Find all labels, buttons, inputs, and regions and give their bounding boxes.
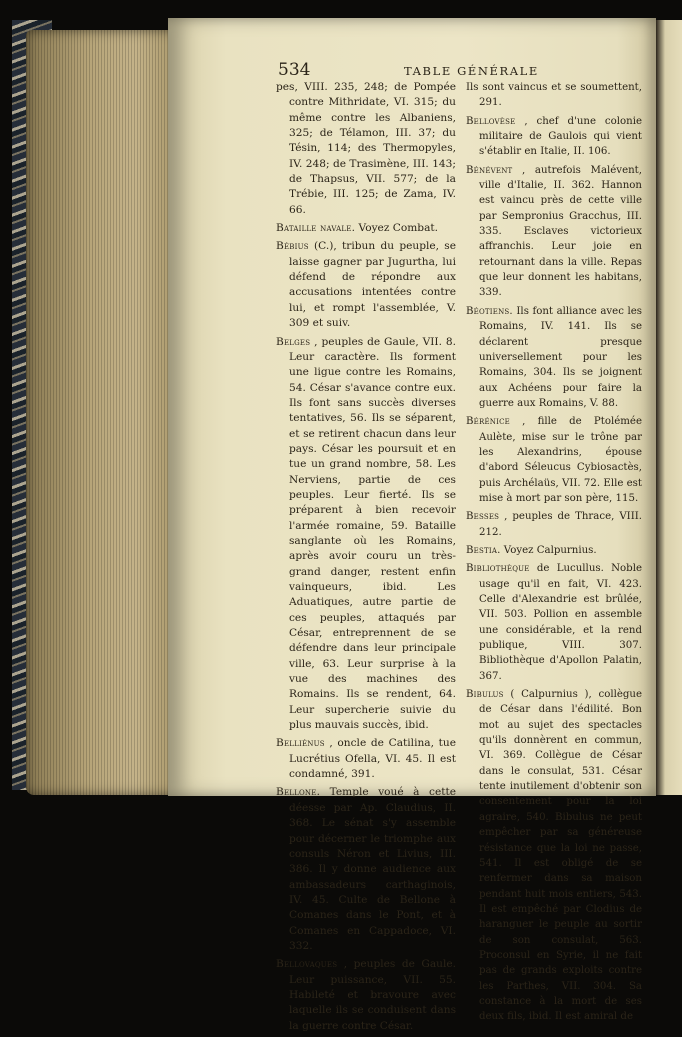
entry-text: Voyez Calpurnius. [503,544,597,556]
index-entry [276,221,456,236]
index-entry [466,163,642,301]
entry-text: , peuples de Thrace, VIII. 212. [479,511,642,538]
entry-headword: Belges [276,335,311,348]
entry-text: (C.), tribun du peuple, se laisse gagner par Jugurtha, lui défend de répondre aux accusations intentées contre lui, et rompt l'assemblée, V. 309 et suiv. [289,240,457,330]
page-number: 534 [278,60,311,80]
index-entry [276,239,456,331]
entry-text: pes, VIII. 235, 248; de Pompée contre Mithridate, VI. 315; du même contre les Albaniens, 325; de Télamon, III. 37; du Tésin, 114; des Thermopyles, IV. 248; de Trasimène, III. 143; de Thapsus, VII. 577; de la Trébie, III. 125; de Zama, IV. 66. [276,81,456,216]
index-entry [466,543,642,558]
entry-text: , fille de Ptolémée Aulète, mise sur le trône par les Alexandrins, épouse d'abord Séleucus Cybiosactès, puis Archélaüs, VII. 72. Elle est mise à mort par son père, 115. [479,416,642,504]
entry-text: , peuples de Gaule. Leur puissance, VII. 55. Habileté et bravoure avec laquelle ils se conduisent dans la guerre contre César. [289,958,456,1032]
entry-text: , oncle de Catilina, tue Lucrétius Ofella, VI. 45. Il est condamné, 391. [289,737,456,781]
index-entry [466,80,642,111]
index-entry [276,785,456,954]
entry-text: de Lucullus. Noble usage qu'il en fait, VI. 423. Celle d'Alexandrie est brûlée, VII. 503. Pollion en assemble une considérable, et la rend publique, VIII. 307. Bibliothèque d'Apollon Palatin, 367. [479,563,642,682]
entry-headword: Bestia. [466,544,501,556]
entry-headword: Bataille navale. [276,222,356,235]
entry-headword: Besses [466,511,500,523]
index-entry [276,335,456,734]
entry-headword: Bibliothèque [466,563,530,575]
right-column [466,80,642,1028]
entry-headword: Bellovaques [276,958,338,971]
entry-headword: Bérénice [466,416,510,428]
entry-headword: Béotiens. [466,305,513,317]
entry-text: , peuples de Gaule, VII. 8. Leur caractère. Ils forment une ligue contre les Romains, 54. César s'avance contre eux. Ils font sans succès diverses tentatives, 56. Ils se séparent, et se retirent chacun dans leur pays. César les poursuit et en tue un grand nombre, 58. Les Nerviens, partie de ces peuples. Leur fierté. Ils se préparent à bien recevoir l'armée romaine, 59. Bataille sanglante où les Romains, après avoir couru un très-grand danger, restent enfin vainqueurs, ibid. Les Aduatiques, autre partie de ces peuples, attaqués par César, entreprennent de se défendre dans leur principale ville, 63. Leur surprise à la vue des machines des Romains. Ils se rendent, 64. Leur supercherie suivie du plus mauvais succès, ibid. [289,335,456,732]
entry-headword: Bellovèse [466,115,516,127]
entry-text: Ils font alliance avec les Romains, IV. 141. Ils se déclarent presque universellement pour les Romains, 304. Ils se joignent aux Achéens pour faire la guerre aux Romains, V. 88. [479,305,642,409]
index-entry [466,509,642,540]
index-entry [466,114,642,160]
entry-headword: Bénévent [466,164,513,176]
entry-text: Voyez Combat. [358,222,439,235]
entry-headword: Bellone. [276,786,321,799]
index-entry [466,414,642,506]
facing-page-edge [656,20,682,795]
entry-headword: Belliénus [276,737,325,750]
entry-text: Temple voué à cette déesse par Ap. Claudius, II. 368. Le sénat s'y assemble pour décerner le triomphe aux consuls Néron et Livius, III. 386. Il y donne audience aux ambassadeurs carthaginois, IV. 45. Culte de Bellone à Comanes dans le Pont, et à Comanes en Cappadoce, VI. 332. [289,786,456,952]
entry-headword: Bébius [276,240,309,253]
running-title: TABLE GÉNÉRALE [404,64,539,78]
index-entry [276,736,456,782]
index-entry [466,561,642,684]
page-block-edges [26,30,182,795]
index-entry [276,80,456,218]
page-header [278,60,642,82]
index-entry [466,687,642,1025]
index-entry [466,304,642,411]
entry-text: Ils sont vaincus et se soumettent, 291. [466,82,642,109]
index-entry [276,957,456,1034]
entry-text: , autrefois Malévent, ville d'Italie, II. 362. Hannon est vaincu près de cette ville par Sempronius Gracchus, III. 335. Esclaves victorieux affranchis. Leur joie en retournant dans la ville. Repas que leur donnent les habitans, 339. [479,164,642,299]
left-column [276,80,456,1037]
entry-text: , chef d'une colonie militaire de Gaulois qui vient s'établir en Italie, II. 106. [479,115,642,158]
entry-headword: Bibulus [466,689,504,701]
entry-text: ( Calpurnius ), collègue de César dans l'édilité. Bon mot au sujet des spectacles qu'ils donnèrent en commun, VI. 369. Collègue de César dans le consulat, 531. César tente inutilement d'obtenir son consentement pour la loi agraire, 540. Bibulus ne peut empêcher par sa généreuse résistance que la loi ne passe, 541. Il est obligé de se renfermer dans sa maison pendant huit mois entiers, 543. Il est empêché par Clodius de haranguer le peuple au sortir de son consulat, 563. Proconsul en Syrie, il ne fait pas de grands exploits contre les Parthes, VII. 304. Sa constance à la mort de ses deux fils, ibid. Il est amiral de [479,689,642,1023]
